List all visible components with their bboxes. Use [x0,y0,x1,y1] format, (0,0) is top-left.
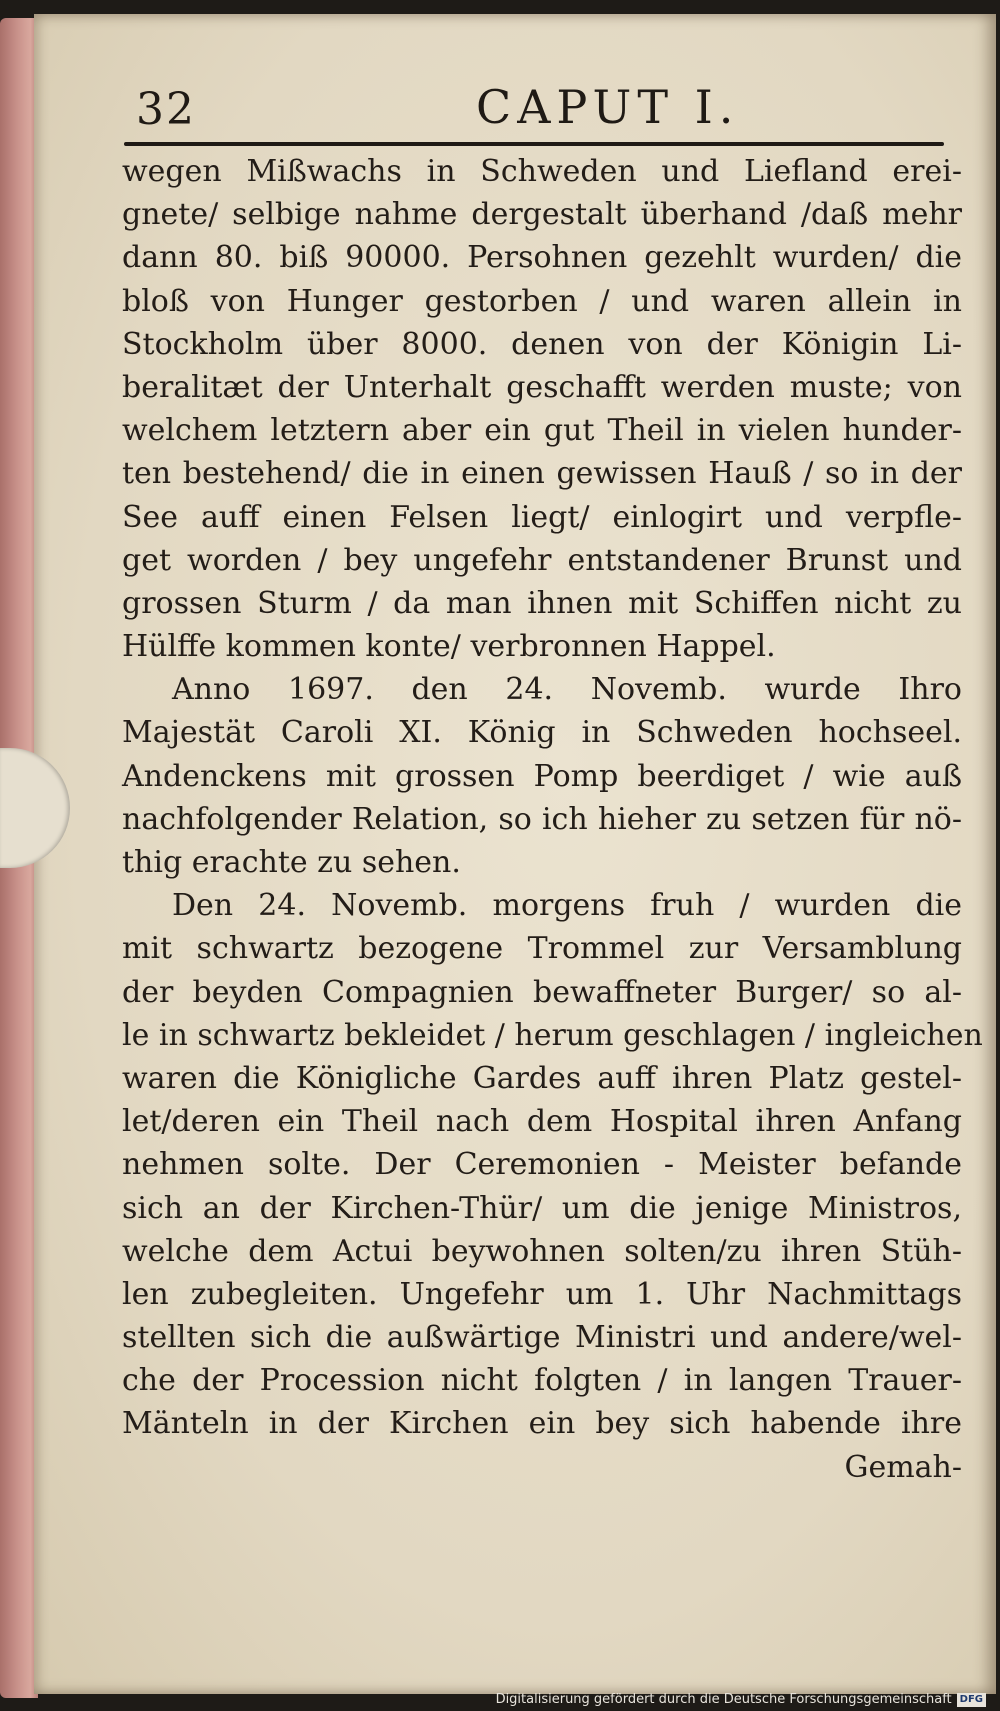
text-line: nehmen solte. Der Ceremonien - Meister befande [122,1147,962,1183]
text-line: der beyden Compagnien bewaffneter Burger/ so al- [122,974,962,1010]
text-line: le in schwartz bekleidet / herum geschlagen / ingleichen [122,1017,983,1053]
text-line: Anno 1697. den 24. Novemb. wurde Ihro [172,672,962,708]
text-line: Hülffe kommen konte/ verbronnen Happel. [122,629,776,665]
text-line: nachfolgender Relation, so ich hieher zu setzen für nö- [122,801,962,837]
text-line: get worden / bey ungefehr entstandener Brunst und [122,542,962,578]
text-line: welche dem Actui beywohnen solten/zu ihren Stüh- [122,1233,962,1269]
text-line: waren die Königliche Gardes auff ihren Platz gestel- [122,1060,962,1096]
text-line: Stockholm über 8000. denen von der Königin Li- [122,326,962,362]
digitization-credit [496,1692,986,1707]
text-line: bloß von Hunger gestorben / und waren allein in [122,283,962,319]
text-line: Den 24. Novemb. morgens fruh / wurden die [172,888,962,924]
dfg-logo: DFG [957,1693,986,1707]
text-line: let/deren ein Theil nach dem Hospital ihren Anfang [122,1104,962,1140]
credit-text: Digitalisierung gefördert durch die Deutsche Forschungsgemeinschaft [495,1692,952,1707]
catchword: Gemah- [844,1449,962,1485]
text-line: gnete/ selbige nahme dergestalt überhand /daß mehr [122,197,962,233]
text-line: sich an der Kirchen-Thür/ um die jenige Ministros, [122,1190,962,1226]
text-line: Mänteln in der Kirchen ein bey sich habende ihre [122,1406,962,1442]
text-line: stellten sich die außwärtige Ministri und andere/wel- [122,1320,962,1356]
text-line: beralitæt der Unterhalt geschafft werden muste; von [122,369,962,405]
text-line: Andenckens mit grossen Pomp beerdiget / wie auß [122,758,962,794]
text-line: thig erachte zu sehen. [122,845,461,880]
text-line: grossen Sturm / da man ihnen mit Schiffen nicht zu [122,585,962,621]
running-head [96,64,916,134]
page-number: 32 [136,84,196,135]
text-line: mit schwartz bezogene Trommel zur Versamblung [122,931,962,967]
text-line: Majestät Caroli XI. König in Schweden hochseel. [122,715,962,751]
text-line: welchem letztern aber ein gut Theil in vielen hunder- [122,413,962,449]
text-line: che der Procession nicht folgten / in langen Trauer- [122,1363,962,1399]
text-line: See auff einen Felsen liegt/ einlogirt und verpfle- [122,499,962,535]
chapter-title: CAPUT I. [476,80,740,134]
body-text [122,150,983,1489]
text-line: dann 80. biß 90000. Persohnen gezehlt wurden/ die [122,240,962,276]
text-line: ten bestehend/ die in einen gewissen Hauß / so in der [122,456,962,492]
header-rule [124,142,944,146]
text-line: wegen Mißwachs in Schweden und Liefland erei- [122,154,962,189]
text-line: len zubegleiten. Ungefehr um 1. Uhr Nachmittags [122,1276,962,1312]
catchword-line [122,1446,962,1489]
